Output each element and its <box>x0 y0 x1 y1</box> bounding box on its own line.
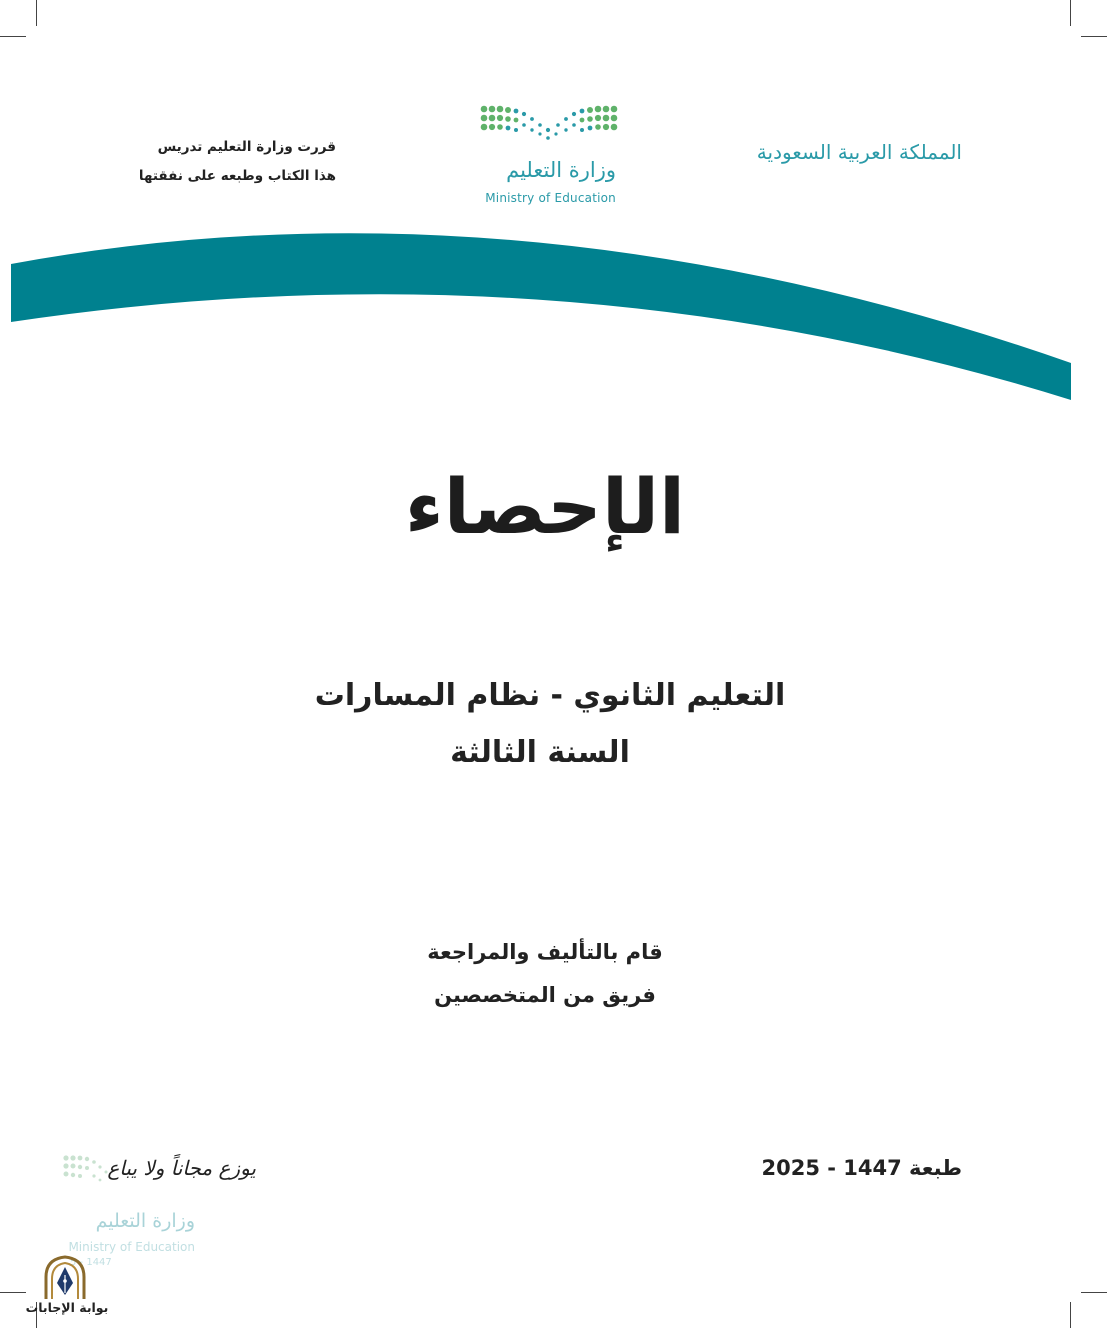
faded-ministry-arabic: وزارة التعليم <box>95 1210 195 1232</box>
year-level: السنة الثالثة <box>450 735 630 770</box>
ministry-decree <box>110 133 336 191</box>
crop-mark <box>1070 1302 1071 1328</box>
authors-team: فريق من المتخصصين <box>434 983 656 1007</box>
kingdom-name: المملكة العربية السعودية <box>756 140 962 164</box>
crop-mark <box>0 36 26 37</box>
dot-matrix-logo-icon <box>468 100 628 160</box>
teal-banner-icon <box>0 215 1107 415</box>
ministry-name-arabic: وزارة التعليم <box>506 158 616 182</box>
pen-nib-arch-icon <box>42 1255 88 1301</box>
decree-line-2: هذا الكتاب وطبعه على نفقتها <box>138 168 336 184</box>
crop-mark <box>36 0 37 26</box>
crop-mark <box>0 1292 26 1293</box>
faded-year: 5 - 1447 <box>70 1257 112 1268</box>
book-title: الإحصاء <box>404 462 686 551</box>
faded-ministry-english: Ministry of Education <box>68 1240 195 1254</box>
portal-name: بوابة الإجابات <box>25 1300 109 1315</box>
crop-mark <box>1070 0 1071 26</box>
free-distribution-note: يوزع مجاناً ولا يباع <box>107 1156 256 1180</box>
crop-mark <box>1081 1292 1107 1293</box>
book-subtitle: التعليم الثانوي - نظام المسارات <box>314 678 786 713</box>
crop-mark <box>1081 36 1107 37</box>
decree-line-1: قررت وزارة التعليم تدريس <box>157 139 336 155</box>
ministry-name-english: Ministry of Education <box>485 191 616 205</box>
edition-year: طبعة 1447 - 2025 <box>761 1156 962 1180</box>
authors-credit: قام بالتأليف والمراجعة <box>427 940 663 964</box>
